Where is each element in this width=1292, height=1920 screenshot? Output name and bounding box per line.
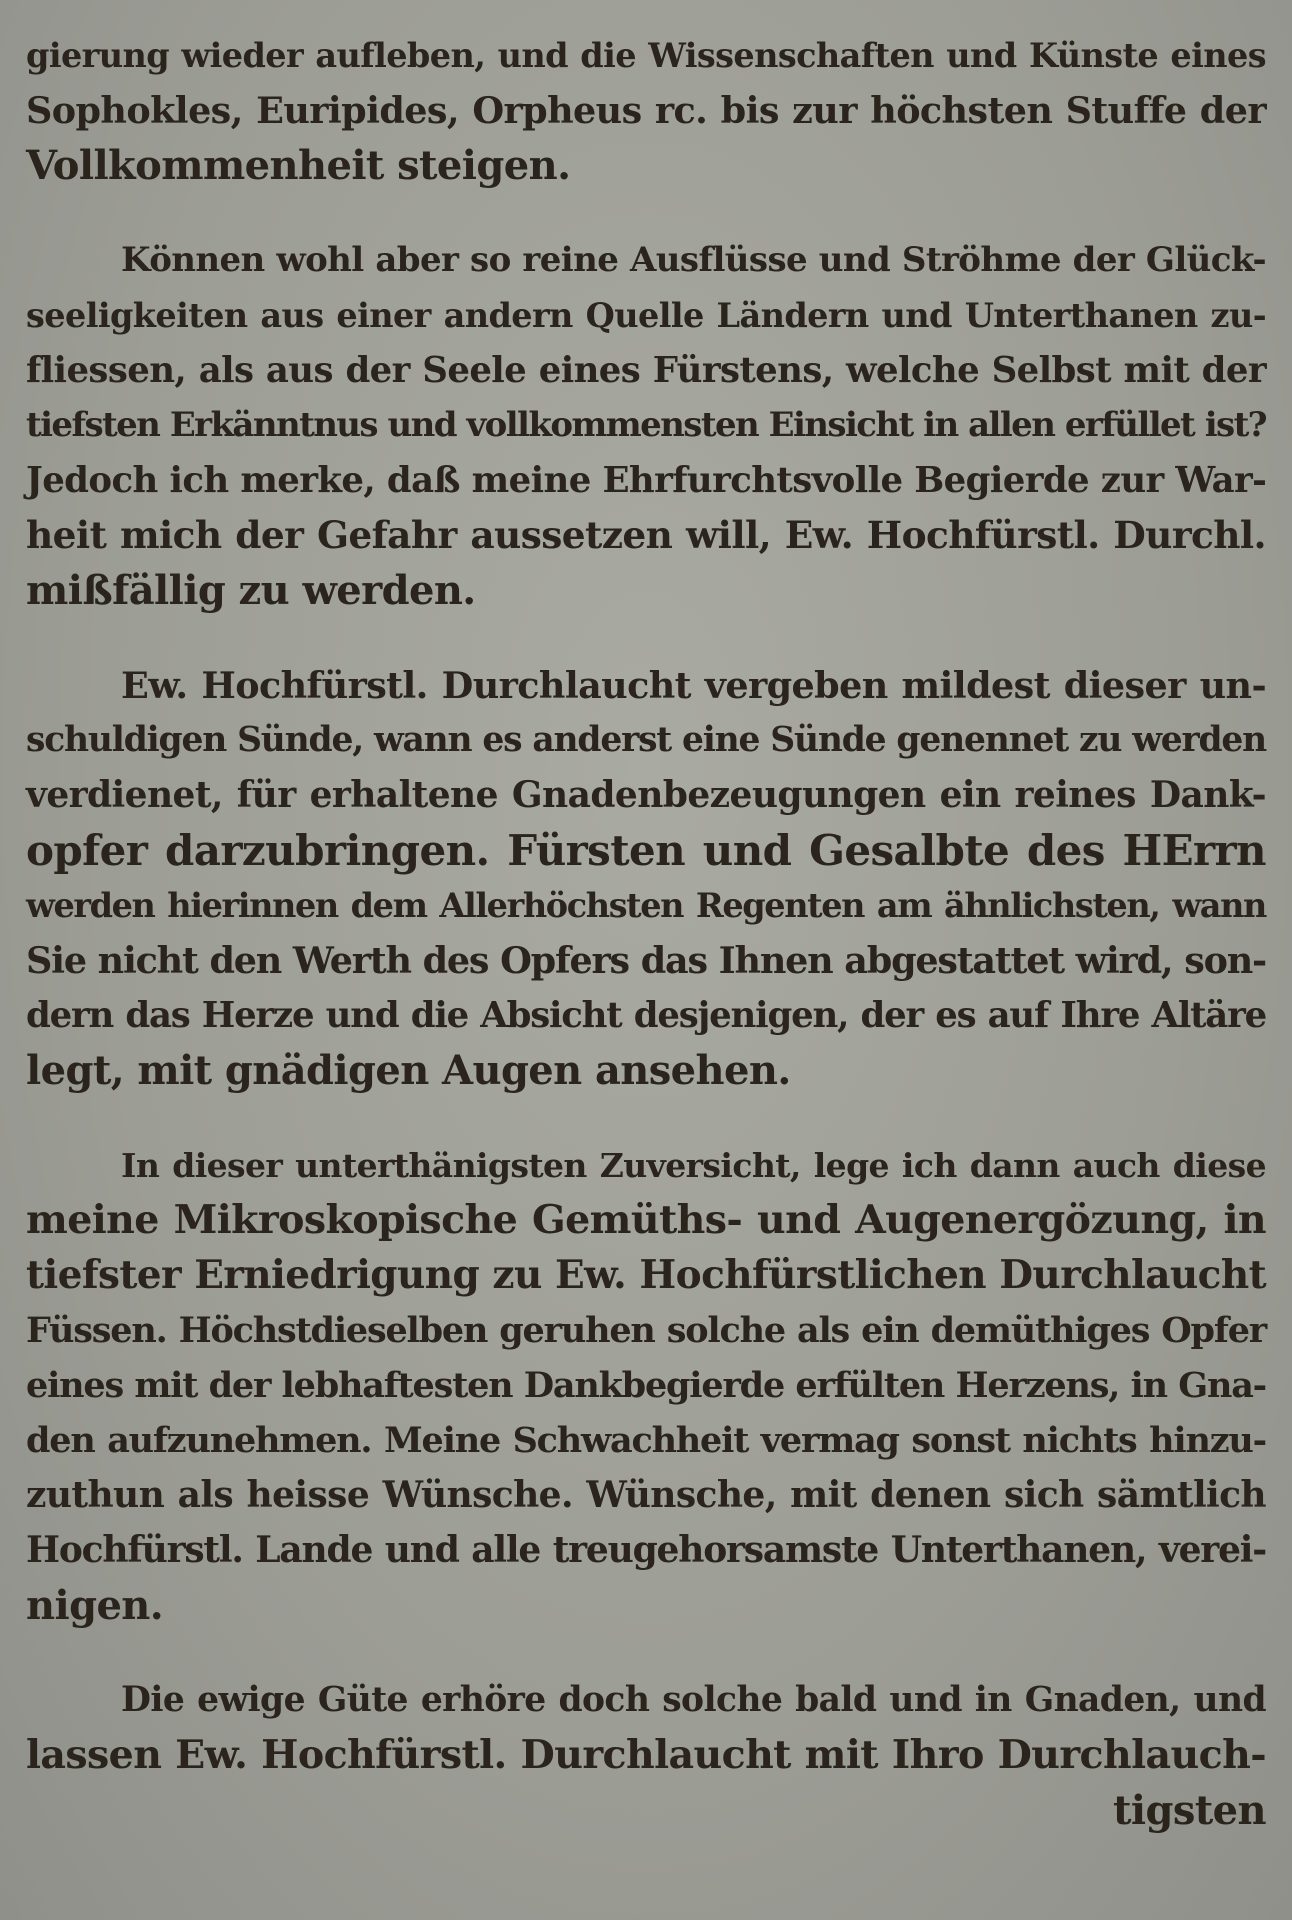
text-line: tiefster Erniedrigung zu Ew. Hochfürstlichen Durchlaucht: [26, 1252, 1266, 1298]
text-line: mißfällig zu werden.: [26, 567, 476, 614]
text-line: Die ewige Güte erhöre doch solche bald und in Gnaden, und: [121, 1680, 1266, 1720]
text-line: zuthun als heisse Wünsche. Wünsche, mit denen sich sämtlich: [26, 1474, 1266, 1516]
text-line: lassen Ew. Hochfürstl. Durchlaucht mit Ihro Durchlauch-: [26, 1732, 1266, 1778]
page-text: [26, 28, 1266, 1838]
text-line: Hochfürstl. Lande und alle treugehorsamste Unterthanen, verei-: [26, 1529, 1266, 1571]
text-line: Sophokles, Euripides, Orpheus rc. bis zur höchsten Stuffe der: [26, 89, 1266, 132]
text-line: Vollkommenheit steigen.: [26, 142, 571, 189]
text-line: legt, mit gnädigen Augen ansehen.: [26, 1047, 791, 1094]
text-line: schuldigen Sünde, wann es anderst eine Sünde genennet zu werden: [26, 720, 1266, 760]
text-line: In dieser unterthänigsten Zuversicht, lege ich dann auch diese: [121, 1146, 1266, 1185]
text-line: opfer darzubringen. Fürsten und Gesalbte des HErrn: [26, 826, 1266, 875]
text-line: werden hierinnen dem Allerhöchsten Regenten am ähnlichsten, wann: [26, 886, 1266, 925]
text-line: fliessen, als aus der Seele eines Fürstens, welche Selbst mit der: [26, 350, 1266, 391]
text-line: eines mit der lebhaftesten Dankbegierde erfülten Herzens, in Gna-: [26, 1365, 1266, 1406]
text-line: Füssen. Höchstdieselben geruhen solche als ein demüthiges Opfer: [26, 1310, 1266, 1351]
text-line: Sie nicht den Werth des Opfers das Ihnen abgestattet wird, son-: [26, 939, 1266, 982]
text-line: tiefsten Erkänntnus und vollkommensten Einsicht in allen erfüllet ist?: [26, 405, 1266, 445]
text-line: heit mich der Gefahr aussetzen will, Ew. Hochfürstl. Durchl.: [26, 513, 1266, 557]
text-line: nigen.: [26, 1582, 164, 1629]
catchword: tigsten: [1113, 1787, 1266, 1834]
text-line: verdienet, für erhaltene Gnadenbezeugungen ein reines Dank-: [26, 774, 1266, 816]
text-line: meine Mikroskopische Gemüths- und Augenergözung, in: [26, 1197, 1266, 1243]
text-line: gierung wieder aufleben, und die Wissenschaften und Künste eines: [26, 36, 1266, 75]
text-line: seeligkeiten aus einer andern Quelle Ländern und Unterthanen zu-: [26, 296, 1266, 335]
text-line: dern das Herze und die Absicht desjenigen, der es auf Ihre Altäre: [26, 995, 1266, 1036]
text-line: den aufzunehmen. Meine Schwachheit vermag sonst nichts hinzu-: [26, 1420, 1266, 1461]
text-line: Ew. Hochfürstl. Durchlaucht vergeben mildest dieser un-: [121, 664, 1266, 707]
text-line: Können wohl aber so reine Ausflüsse und Ströhme der Glück-: [121, 240, 1266, 280]
text-line: Jedoch ich merke, daß meine Ehrfurchtsvolle Begierde zur War-: [26, 460, 1267, 501]
